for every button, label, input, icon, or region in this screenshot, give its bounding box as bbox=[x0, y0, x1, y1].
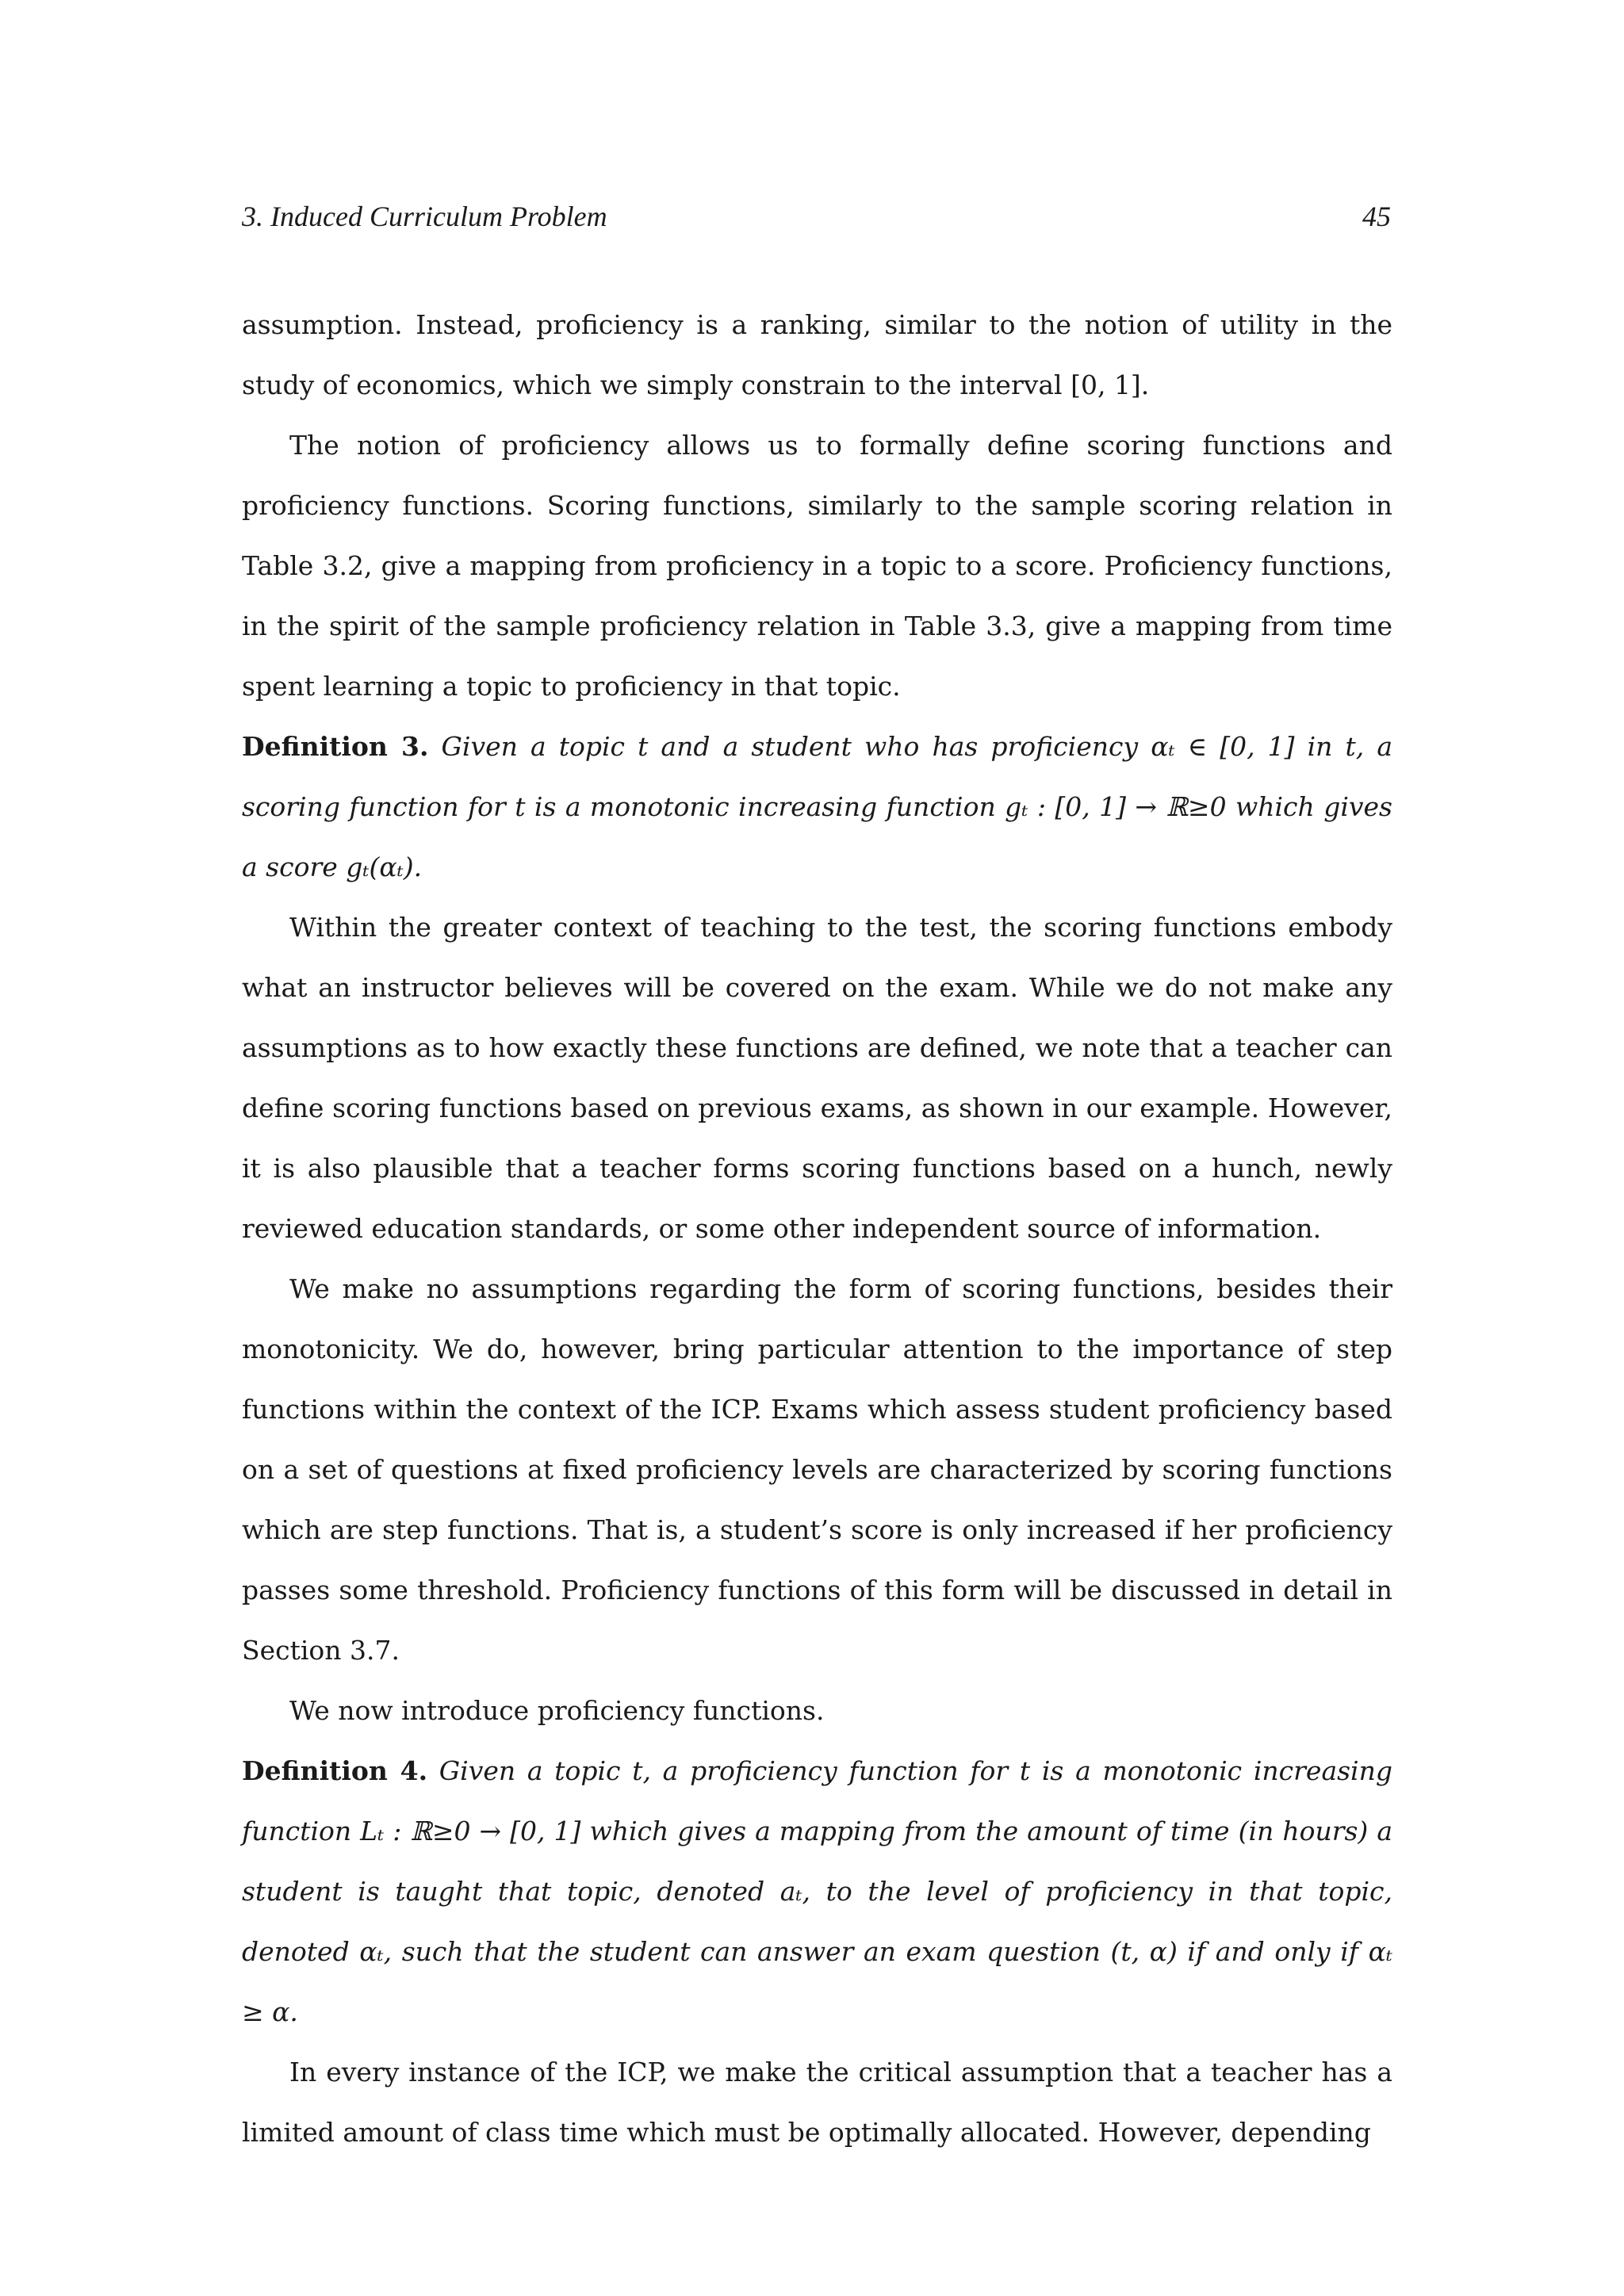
running-header bbox=[242, 195, 1391, 238]
paragraph-introduce-proficiency: We now introduce proficiency functions. bbox=[289, 1695, 825, 1726]
page-number: 45 bbox=[1362, 201, 1391, 232]
paragraph-scoring-context: Within the greater context of teaching to the test, the scoring functions embody what an instructor believes will be covered on the exam. While we do not make any assumptions as to how exactly these functions are defined, we note that a teacher can define scoring functions based on previous exams, as shown in our example. However, it is also plausible that a teacher forms scoring functions based on a hunch, newly reviewed education standards, or some other independent source of information. bbox=[242, 912, 1392, 1244]
definition-4 bbox=[242, 1741, 1392, 2042]
body-text bbox=[242, 295, 1392, 2163]
definition-3 bbox=[242, 717, 1392, 897]
chapter-title: 3. Induced Curriculum Problem bbox=[242, 201, 607, 232]
paragraph-class-time: In every instance of the ICP, we make the critical assumption that a teacher has a limited amount of class time which must be optimally allocated. However, depending bbox=[242, 2057, 1392, 2148]
paragraph-step-functions: We make no assumptions regarding the form of scoring functions, besides their monotonicity. We do, however, bring particular attention to the importance of step functions within the context of the ICP. Exams which assess student proficiency based on a set of questions at fixed proficiency levels are characterized by scoring functions which are step functions. That is, a student’s score is only increased if her proficiency passes some threshold. Proficiency functions of this form will be discussed in detail in Section 3.7. bbox=[242, 1273, 1392, 1666]
definition-4-text: Given a topic t, a proficiency function for t is a monotonic increasing function Lₜ : ℝ≥0 → [0, 1] which gives a mapping from the amount of time (in hours) a student is taught that topic, denoted aₜ, to the level of proficiency in that topic, denoted αₜ, such that the student can answer an exam question (t, α) if and only if αₜ ≥ α. bbox=[242, 1755, 1392, 2027]
paragraph-proficiency-notion: The notion of proficiency allows us to formally define scoring functions and proficiency functions. Scoring functions, similarly to the sample scoring relation in Table 3.2, give a mapping from proficiency in a topic to a score. Proficiency functions, in the spirit of the sample proficiency relation in Table 3.3, give a mapping from time spent learning a topic to proficiency in that topic. bbox=[242, 430, 1392, 702]
definition-3-label: Definition 3. bbox=[242, 731, 429, 762]
paragraph-continuation: assumption. Instead, proficiency is a ranking, similar to the notion of utility in the study of economics, which we simply constrain to the interval [0, 1]. bbox=[242, 309, 1392, 400]
definition-3-text: Given a topic t and a student who has proficiency αₜ ∈ [0, 1] in t, a scoring function for t is a monotonic increasing function gₜ : [0, 1] → ℝ≥0 which gives a score gₜ(αₜ). bbox=[242, 731, 1393, 882]
definition-4-label: Definition 4. bbox=[242, 1755, 428, 1786]
